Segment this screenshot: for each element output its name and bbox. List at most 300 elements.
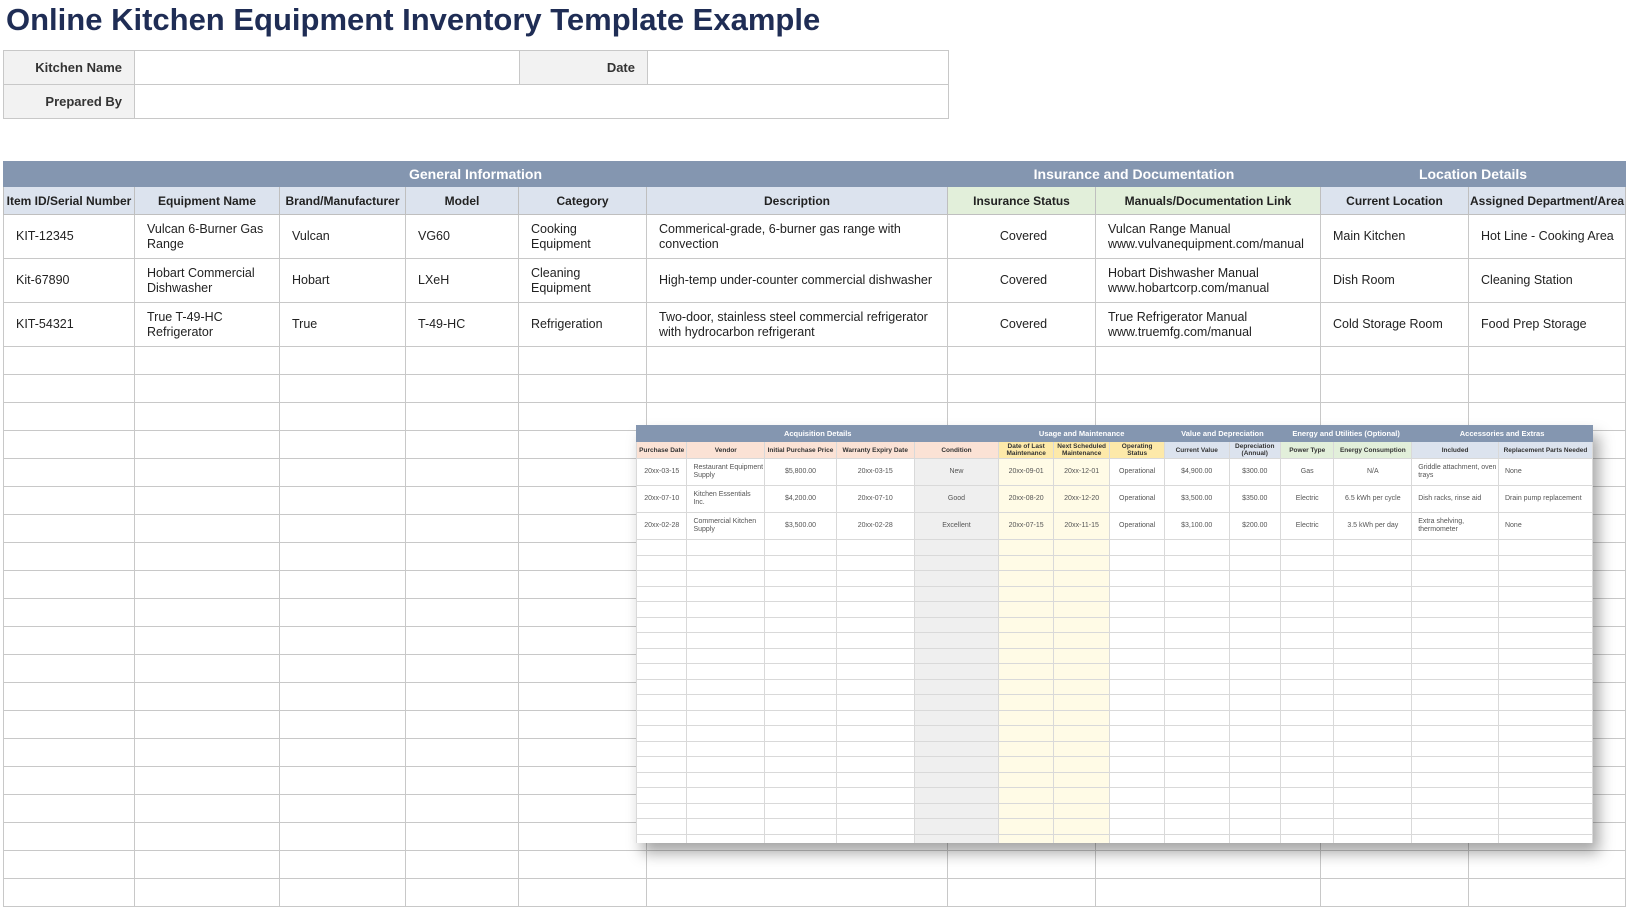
ov-empty-cell[interactable] [765,633,837,649]
ov-cell-next-maintenance[interactable]: 20xx-12-20 [1053,486,1110,513]
empty-cell[interactable] [280,627,406,655]
ov-empty-cell[interactable] [1229,819,1280,835]
ov-cell-power-type[interactable]: Electric [1280,486,1333,513]
cell-model[interactable]: LXeH [406,259,519,303]
ov-empty-cell[interactable] [1110,602,1165,618]
ov-cell-last-maintenance[interactable]: 20xx-08-20 [999,486,1054,513]
ov-empty-cell[interactable] [687,664,765,680]
ov-cell-vendor[interactable]: Restaurant Equipment Supply [687,459,765,486]
empty-cell[interactable] [4,879,135,907]
ov-empty-cell[interactable] [1110,695,1165,711]
empty-cell[interactable] [135,795,280,823]
ov-empty-cell[interactable] [999,679,1054,695]
empty-cell[interactable] [406,431,519,459]
ov-empty-cell[interactable] [637,555,687,571]
ov-empty-cell[interactable] [1053,695,1110,711]
ov-empty-cell[interactable] [1334,648,1412,664]
ov-empty-cell[interactable] [1053,602,1110,618]
ov-empty-cell[interactable] [1229,648,1280,664]
empty-cell[interactable] [4,459,135,487]
ov-cell-vendor[interactable]: Commercial Kitchen Supply [687,513,765,540]
ov-cell-warranty-expiry[interactable]: 20xx-02-28 [836,513,914,540]
ov-empty-cell[interactable] [765,757,837,773]
ov-empty-cell[interactable] [999,726,1054,742]
ov-empty-cell[interactable] [1280,540,1333,556]
ov-empty-cell[interactable] [1110,571,1165,587]
ov-empty-cell[interactable] [1280,834,1333,843]
ov-empty-cell[interactable] [637,679,687,695]
empty-cell[interactable] [135,543,280,571]
empty-cell[interactable] [4,515,135,543]
ov-empty-cell[interactable] [1412,540,1499,556]
cell-current-location[interactable]: Dish Room [1321,259,1469,303]
ov-empty-cell[interactable] [999,741,1054,757]
ov-empty-cell[interactable] [1280,726,1333,742]
cell-brand[interactable]: Hobart [280,259,406,303]
ov-empty-cell[interactable] [687,571,765,587]
ov-empty-cell[interactable] [1334,633,1412,649]
ov-empty-cell[interactable] [1498,834,1592,843]
ov-empty-cell[interactable] [1498,617,1592,633]
empty-cell[interactable] [519,655,647,683]
empty-cell[interactable] [519,431,647,459]
ov-empty-cell[interactable] [1164,726,1229,742]
ov-empty-cell[interactable] [1229,710,1280,726]
ov-empty-cell[interactable] [1412,819,1499,835]
empty-cell[interactable] [280,823,406,851]
ov-empty-cell[interactable] [914,586,999,602]
empty-cell[interactable] [280,599,406,627]
ov-empty-cell[interactable] [999,772,1054,788]
ov-cell-replacement-parts[interactable]: None [1498,513,1592,540]
empty-cell[interactable] [280,403,406,431]
empty-cell[interactable] [519,739,647,767]
ov-empty-cell[interactable] [1053,741,1110,757]
ov-empty-cell[interactable] [1229,695,1280,711]
ov-empty-cell[interactable] [1498,741,1592,757]
ov-cell-included[interactable]: Extra shelving, thermometer [1412,513,1499,540]
ov-cell-energy-consumption[interactable]: 6.5 kWh per cycle [1334,486,1412,513]
manual-url[interactable]: www.truemfg.com/manual [1108,324,1252,339]
cell-assigned-department[interactable]: Hot Line - Cooking Area [1469,215,1626,259]
empty-cell[interactable] [280,683,406,711]
empty-cell[interactable] [1096,347,1321,375]
ov-empty-cell[interactable] [687,586,765,602]
ov-empty-cell[interactable] [1110,679,1165,695]
ov-cell-purchase-date[interactable]: 20xx-03-15 [637,459,687,486]
ov-empty-cell[interactable] [1229,757,1280,773]
empty-cell[interactable] [948,851,1096,879]
ov-empty-cell[interactable] [1164,679,1229,695]
ov-empty-cell[interactable] [1280,788,1333,804]
ov-cell-warranty-expiry[interactable]: 20xx-07-10 [836,486,914,513]
empty-cell[interactable] [406,515,519,543]
empty-cell[interactable] [519,571,647,599]
empty-cell[interactable] [519,627,647,655]
ov-empty-cell[interactable] [1498,540,1592,556]
ov-cell-depreciation[interactable]: $300.00 [1229,459,1280,486]
ov-empty-cell[interactable] [1412,664,1499,680]
ov-empty-cell[interactable] [1498,648,1592,664]
ov-empty-cell[interactable] [687,834,765,843]
cell-model[interactable]: VG60 [406,215,519,259]
ov-empty-cell[interactable] [999,586,1054,602]
empty-cell[interactable] [4,823,135,851]
ov-cell-energy-consumption[interactable]: N/A [1334,459,1412,486]
empty-cell[interactable] [406,767,519,795]
empty-cell[interactable] [280,739,406,767]
ov-empty-cell[interactable] [914,741,999,757]
ov-empty-cell[interactable] [1164,819,1229,835]
ov-empty-cell[interactable] [765,540,837,556]
ov-empty-cell[interactable] [1164,664,1229,680]
ov-empty-cell[interactable] [687,819,765,835]
ov-cell-depreciation[interactable]: $200.00 [1229,513,1280,540]
ov-empty-cell[interactable] [637,633,687,649]
date-field[interactable] [648,51,949,85]
empty-cell[interactable] [519,851,647,879]
empty-cell[interactable] [406,655,519,683]
ov-empty-cell[interactable] [687,633,765,649]
empty-cell[interactable] [519,347,647,375]
cell-manuals-link[interactable] [1096,259,1321,303]
ov-empty-cell[interactable] [765,617,837,633]
empty-cell[interactable] [647,879,948,907]
ov-empty-cell[interactable] [1229,664,1280,680]
empty-cell[interactable] [406,459,519,487]
ov-empty-cell[interactable] [914,571,999,587]
ov-empty-cell[interactable] [1110,803,1165,819]
empty-cell[interactable] [519,515,647,543]
ov-empty-cell[interactable] [765,741,837,757]
cell-equipment-name[interactable]: Hobart Commercial Dishwasher [135,259,280,303]
cell-equipment-name[interactable]: True T-49-HC Refrigerator [135,303,280,347]
ov-empty-cell[interactable] [1334,726,1412,742]
ov-cell-power-type[interactable]: Gas [1280,459,1333,486]
empty-cell[interactable] [135,571,280,599]
empty-cell[interactable] [406,739,519,767]
empty-cell[interactable] [1096,879,1321,907]
ov-empty-cell[interactable] [836,617,914,633]
ov-empty-cell[interactable] [1334,757,1412,773]
ov-empty-cell[interactable] [687,726,765,742]
ov-empty-cell[interactable] [687,617,765,633]
ov-empty-cell[interactable] [1053,757,1110,773]
empty-cell[interactable] [4,431,135,459]
ov-empty-cell[interactable] [1334,679,1412,695]
ov-empty-cell[interactable] [1280,695,1333,711]
empty-cell[interactable] [519,823,647,851]
empty-cell[interactable] [948,375,1096,403]
cell-category[interactable]: Cleaning Equipment [519,259,647,303]
ov-empty-cell[interactable] [1334,741,1412,757]
ov-cell-included[interactable]: Griddle attachment, oven trays [1412,459,1499,486]
ov-empty-cell[interactable] [1334,602,1412,618]
empty-cell[interactable] [519,879,647,907]
ov-empty-cell[interactable] [1164,540,1229,556]
ov-empty-cell[interactable] [1280,664,1333,680]
ov-empty-cell[interactable] [1164,571,1229,587]
ov-empty-cell[interactable] [1164,710,1229,726]
ov-empty-cell[interactable] [1164,555,1229,571]
ov-empty-cell[interactable] [836,710,914,726]
ov-empty-cell[interactable] [765,571,837,587]
ov-empty-cell[interactable] [1412,695,1499,711]
empty-cell[interactable] [4,543,135,571]
ov-empty-cell[interactable] [1164,772,1229,788]
ov-empty-cell[interactable] [1498,757,1592,773]
empty-cell[interactable] [1469,347,1626,375]
ov-empty-cell[interactable] [1229,741,1280,757]
ov-empty-cell[interactable] [637,540,687,556]
ov-empty-cell[interactable] [1053,540,1110,556]
ov-empty-cell[interactable] [1334,803,1412,819]
ov-empty-cell[interactable] [836,788,914,804]
ov-empty-cell[interactable] [999,757,1054,773]
empty-cell[interactable] [4,487,135,515]
cell-brand[interactable]: True [280,303,406,347]
ov-empty-cell[interactable] [914,834,999,843]
empty-cell[interactable] [406,543,519,571]
ov-empty-cell[interactable] [999,695,1054,711]
ov-empty-cell[interactable] [1280,803,1333,819]
ov-empty-cell[interactable] [999,633,1054,649]
ov-empty-cell[interactable] [836,602,914,618]
ov-empty-cell[interactable] [687,555,765,571]
ov-empty-cell[interactable] [1053,819,1110,835]
empty-cell[interactable] [135,431,280,459]
ov-empty-cell[interactable] [999,571,1054,587]
empty-cell[interactable] [280,655,406,683]
empty-cell[interactable] [948,347,1096,375]
ov-empty-cell[interactable] [999,540,1054,556]
ov-empty-cell[interactable] [999,648,1054,664]
ov-empty-cell[interactable] [1164,648,1229,664]
empty-cell[interactable] [1096,851,1321,879]
ov-empty-cell[interactable] [1498,788,1592,804]
empty-cell[interactable] [135,739,280,767]
ov-empty-cell[interactable] [1280,772,1333,788]
ov-empty-cell[interactable] [765,788,837,804]
ov-empty-cell[interactable] [637,648,687,664]
ov-empty-cell[interactable] [1110,741,1165,757]
ov-empty-cell[interactable] [1412,571,1499,587]
ov-empty-cell[interactable] [687,648,765,664]
ov-empty-cell[interactable] [1053,664,1110,680]
cell-current-location[interactable]: Main Kitchen [1321,215,1469,259]
empty-cell[interactable] [406,571,519,599]
ov-empty-cell[interactable] [637,602,687,618]
empty-cell[interactable] [948,879,1096,907]
ov-empty-cell[interactable] [1110,617,1165,633]
ov-empty-cell[interactable] [914,633,999,649]
ov-empty-cell[interactable] [1498,772,1592,788]
kitchen-name-field[interactable] [135,51,520,85]
empty-cell[interactable] [280,543,406,571]
ov-empty-cell[interactable] [1412,648,1499,664]
empty-cell[interactable] [519,487,647,515]
empty-cell[interactable] [406,795,519,823]
ov-empty-cell[interactable] [687,710,765,726]
ov-empty-cell[interactable] [687,772,765,788]
ov-empty-cell[interactable] [1498,586,1592,602]
ov-empty-cell[interactable] [836,571,914,587]
ov-empty-cell[interactable] [1334,664,1412,680]
ov-cell-condition[interactable]: New [914,459,999,486]
ov-empty-cell[interactable] [1412,555,1499,571]
ov-empty-cell[interactable] [687,540,765,556]
ov-empty-cell[interactable] [1334,834,1412,843]
ov-empty-cell[interactable] [836,664,914,680]
empty-cell[interactable] [280,795,406,823]
ov-empty-cell[interactable] [1412,602,1499,618]
ov-empty-cell[interactable] [914,664,999,680]
ov-empty-cell[interactable] [999,834,1054,843]
ov-empty-cell[interactable] [1280,710,1333,726]
empty-cell[interactable] [406,487,519,515]
empty-cell[interactable] [280,375,406,403]
empty-cell[interactable] [135,879,280,907]
ov-empty-cell[interactable] [1280,741,1333,757]
cell-insurance-status[interactable]: Covered [948,215,1096,259]
ov-cell-current-value[interactable]: $3,500.00 [1164,486,1229,513]
ov-empty-cell[interactable] [1110,819,1165,835]
ov-empty-cell[interactable] [836,834,914,843]
ov-empty-cell[interactable] [1229,571,1280,587]
ov-empty-cell[interactable] [765,695,837,711]
ov-empty-cell[interactable] [1498,633,1592,649]
ov-empty-cell[interactable] [1412,741,1499,757]
ov-empty-cell[interactable] [1053,586,1110,602]
ov-cell-purchase-date[interactable]: 20xx-07-10 [637,486,687,513]
ov-empty-cell[interactable] [1229,772,1280,788]
ov-empty-cell[interactable] [999,710,1054,726]
ov-empty-cell[interactable] [1229,788,1280,804]
cell-manuals-link[interactable] [1096,215,1321,259]
ov-empty-cell[interactable] [1053,834,1110,843]
ov-empty-cell[interactable] [1412,788,1499,804]
ov-cell-condition[interactable]: Excellent [914,513,999,540]
ov-empty-cell[interactable] [836,586,914,602]
ov-empty-cell[interactable] [637,664,687,680]
empty-cell[interactable] [280,487,406,515]
ov-empty-cell[interactable] [1053,772,1110,788]
ov-empty-cell[interactable] [1110,664,1165,680]
ov-empty-cell[interactable] [687,679,765,695]
ov-empty-cell[interactable] [999,819,1054,835]
ov-empty-cell[interactable] [914,803,999,819]
ov-cell-replacement-parts[interactable]: Drain pump replacement [1498,486,1592,513]
empty-cell[interactable] [406,823,519,851]
ov-cell-last-maintenance[interactable]: 20xx-07-15 [999,513,1054,540]
cell-brand[interactable]: Vulcan [280,215,406,259]
ov-empty-cell[interactable] [836,695,914,711]
ov-empty-cell[interactable] [1053,648,1110,664]
ov-empty-cell[interactable] [1412,803,1499,819]
ov-empty-cell[interactable] [836,540,914,556]
ov-empty-cell[interactable] [836,633,914,649]
empty-cell[interactable] [135,851,280,879]
ov-empty-cell[interactable] [1498,555,1592,571]
empty-cell[interactable] [519,599,647,627]
ov-cell-included[interactable]: Dish racks, rinse aid [1412,486,1499,513]
ov-empty-cell[interactable] [1053,633,1110,649]
empty-cell[interactable] [519,459,647,487]
ov-empty-cell[interactable] [1110,540,1165,556]
empty-cell[interactable] [519,711,647,739]
ov-empty-cell[interactable] [1412,834,1499,843]
ov-empty-cell[interactable] [765,648,837,664]
ov-empty-cell[interactable] [1110,555,1165,571]
ov-cell-initial-price[interactable]: $3,500.00 [765,513,837,540]
ov-empty-cell[interactable] [1110,788,1165,804]
empty-cell[interactable] [519,683,647,711]
ov-empty-cell[interactable] [914,540,999,556]
ov-empty-cell[interactable] [1412,757,1499,773]
ov-empty-cell[interactable] [1412,633,1499,649]
ov-empty-cell[interactable] [999,788,1054,804]
empty-cell[interactable] [4,599,135,627]
ov-empty-cell[interactable] [1334,555,1412,571]
ov-cell-condition[interactable]: Good [914,486,999,513]
cell-insurance-status[interactable]: Covered [948,303,1096,347]
ov-empty-cell[interactable] [1110,726,1165,742]
cell-category[interactable]: Cooking Equipment [519,215,647,259]
cell-description[interactable]: Two-door, stainless steel commercial refrigerator with hydrocarbon refrigerant [647,303,948,347]
manual-url[interactable]: www.hobartcorp.com/manual [1108,280,1270,295]
empty-cell[interactable] [280,879,406,907]
ov-empty-cell[interactable] [1164,602,1229,618]
ov-empty-cell[interactable] [1164,741,1229,757]
ov-empty-cell[interactable] [1229,726,1280,742]
ov-empty-cell[interactable] [637,586,687,602]
ov-empty-cell[interactable] [1412,726,1499,742]
ov-empty-cell[interactable] [1229,617,1280,633]
cell-item-id[interactable]: KIT-12345 [4,215,135,259]
empty-cell[interactable] [135,767,280,795]
ov-empty-cell[interactable] [1164,617,1229,633]
ov-empty-cell[interactable] [1110,834,1165,843]
empty-cell[interactable] [519,767,647,795]
prepared-by-field[interactable] [135,85,949,119]
ov-empty-cell[interactable] [1229,834,1280,843]
ov-empty-cell[interactable] [1164,757,1229,773]
ov-empty-cell[interactable] [1164,803,1229,819]
ov-empty-cell[interactable] [1334,540,1412,556]
empty-cell[interactable] [4,767,135,795]
ov-empty-cell[interactable] [1412,586,1499,602]
ov-empty-cell[interactable] [637,571,687,587]
ov-empty-cell[interactable] [687,803,765,819]
ov-empty-cell[interactable] [1498,695,1592,711]
ov-empty-cell[interactable] [1110,772,1165,788]
empty-cell[interactable] [519,795,647,823]
empty-cell[interactable] [4,655,135,683]
empty-cell[interactable] [1321,347,1469,375]
ov-cell-energy-consumption[interactable]: 3.5 kWh per day [1334,513,1412,540]
empty-cell[interactable] [135,515,280,543]
empty-cell[interactable] [647,375,948,403]
empty-cell[interactable] [406,347,519,375]
ov-empty-cell[interactable] [1053,571,1110,587]
ov-empty-cell[interactable] [836,772,914,788]
ov-empty-cell[interactable] [1498,710,1592,726]
ov-empty-cell[interactable] [1280,555,1333,571]
ov-empty-cell[interactable] [1412,679,1499,695]
ov-cell-operating-status[interactable]: Operational [1110,513,1165,540]
ov-empty-cell[interactable] [1498,664,1592,680]
ov-empty-cell[interactable] [1053,788,1110,804]
